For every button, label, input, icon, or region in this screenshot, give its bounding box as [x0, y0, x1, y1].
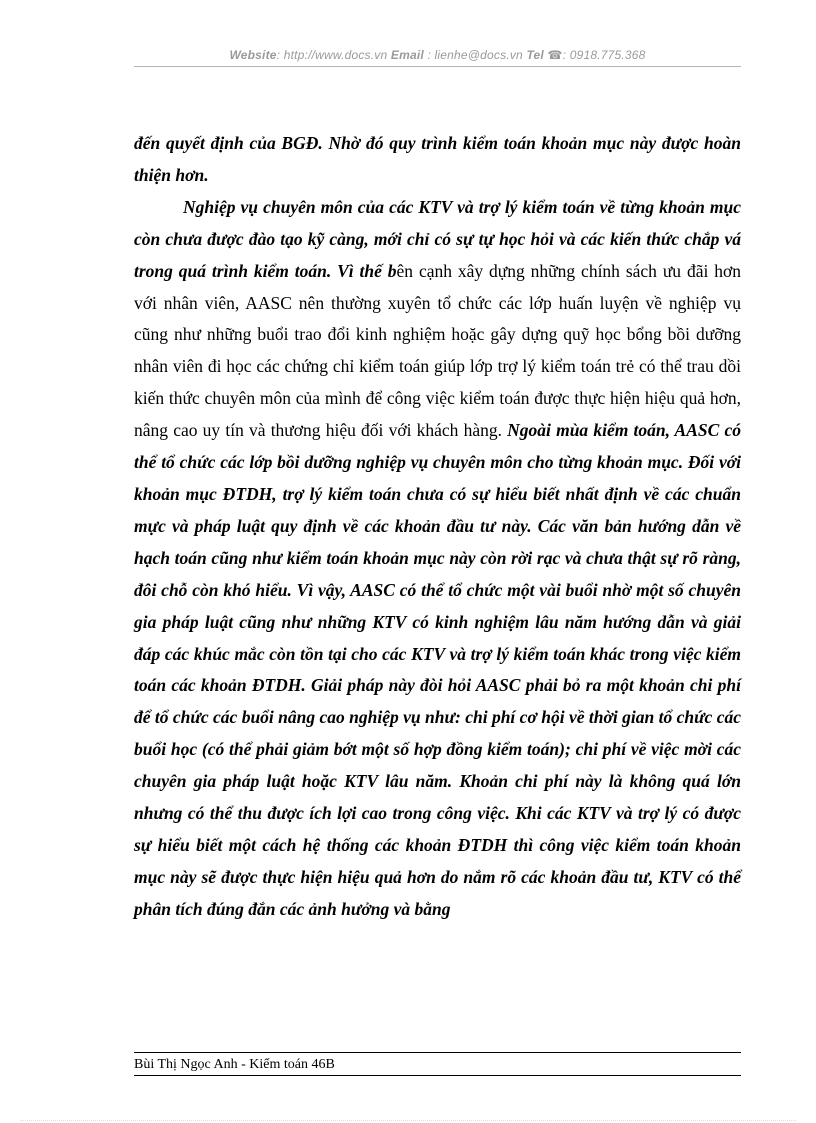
paragraph-2-regular: ên cạnh xây dựng những chính sách ưu đãi hơn với nhân viên, AASC nên thường xuyên tổ chức các lớp huấn luyện về nghiệp vụ cũng như những buổi trao đổi kinh nghiệm hoặc gây dựng quỹ học bổng bồi dưỡng nhân viên đi học các chứng chỉ kiểm toán giúp lớp trợ lý kiểm toán trẻ có thể trau dồi kiến thức chuyên môn của mình để công việc kiểm toán được thực hiện hiệu quả hơn, nâng cao uy tín và thương hiệu đối với khách hàng. — [134, 260, 741, 441]
page-header — [134, 48, 741, 62]
phone-icon: ☎ — [547, 48, 563, 62]
paragraph-1: đến quyết định của BGĐ. Nhờ đó quy trình kiểm toán khoản mục này được hoàn thiện hơn. — [134, 133, 741, 185]
website-value: : http://www.docs.vn — [276, 48, 388, 62]
header-divider — [134, 66, 741, 67]
website-label: Website — [229, 48, 277, 62]
document-body — [134, 128, 741, 926]
tel-label: Tel — [526, 48, 544, 62]
page-edge — [20, 1120, 796, 1121]
footer-divider-bottom — [134, 1075, 741, 1076]
paragraph-2-bold-continuation: Ngoài mùa kiểm toán, AASC có thể tổ chức các lớp bồi dưỡng nghiệp vụ chuyên môn cho từng khoản mục. Đối với khoản mục ĐTDH, trợ lý kiểm toán chưa có sự hiểu biết nhất định về các chuẩn mực và pháp luật quy định về các khoản đầu tư này. Các văn bản hướng dẫn về hạch toán cũng như kiểm toán khoản mục này còn rời rạc và chưa thật sự rõ ràng, đôi chỗ còn khó hiểu. Vì vậy, AASC có thể tổ chức một vài buổi nhờ một số chuyên gia pháp luật cũng như những KTV có kinh nghiệm lâu năm hướng dẫn và giải đáp các khúc mắc còn tồn tại cho các KTV và trợ lý kiểm toán khác trong việc kiểm toán các khoản ĐTDH. Giải pháp này đòi hỏi AASC phải bỏ ra một khoản chi phí để tổ chức các buổi nâng cao nghiệp vụ như: chi phí cơ hội về thời gian tổ chức các buổi học (có thể phải giảm bớt một số hợp đồng kiểm toán); chi phí về việc mời các chuyên gia pháp luật hoặc KTV lâu năm. Khoản chi phí này là không quá lớn nhưng có thể thu được ích lợi cao trong công việc. Khi các KTV và trợ lý có được sự hiểu biết một cách hệ thống các khoản ĐTDH thì công việc kiểm toán khoản mục này sẽ được thực hiện hiệu quả hơn do nắm rõ các khoản đầu tư, KTV có thể phân tích đúng đắn các ảnh hưởng và bằng — [134, 420, 741, 919]
paragraph-2-bold-intro: Nghiệp vụ chuyên môn của các KTV và trợ lý kiểm toán về từng khoản mục còn chưa được đào tạo kỹ càng, mới chỉ có sự tự học hỏi và các kiến thức chắp vá trong quá trình kiểm toán. Vì thế b — [134, 196, 741, 281]
tel-value: : 0918.775.368 — [562, 48, 646, 62]
email-value: : lienhe@docs.vn — [427, 48, 523, 62]
footer-divider-top — [134, 1052, 741, 1053]
page-footer: Bùi Thị Ngọc Anh - Kiểm toán 46B — [134, 1057, 335, 1072]
email-label: Email — [390, 48, 424, 62]
paragraph-2 — [134, 192, 741, 926]
